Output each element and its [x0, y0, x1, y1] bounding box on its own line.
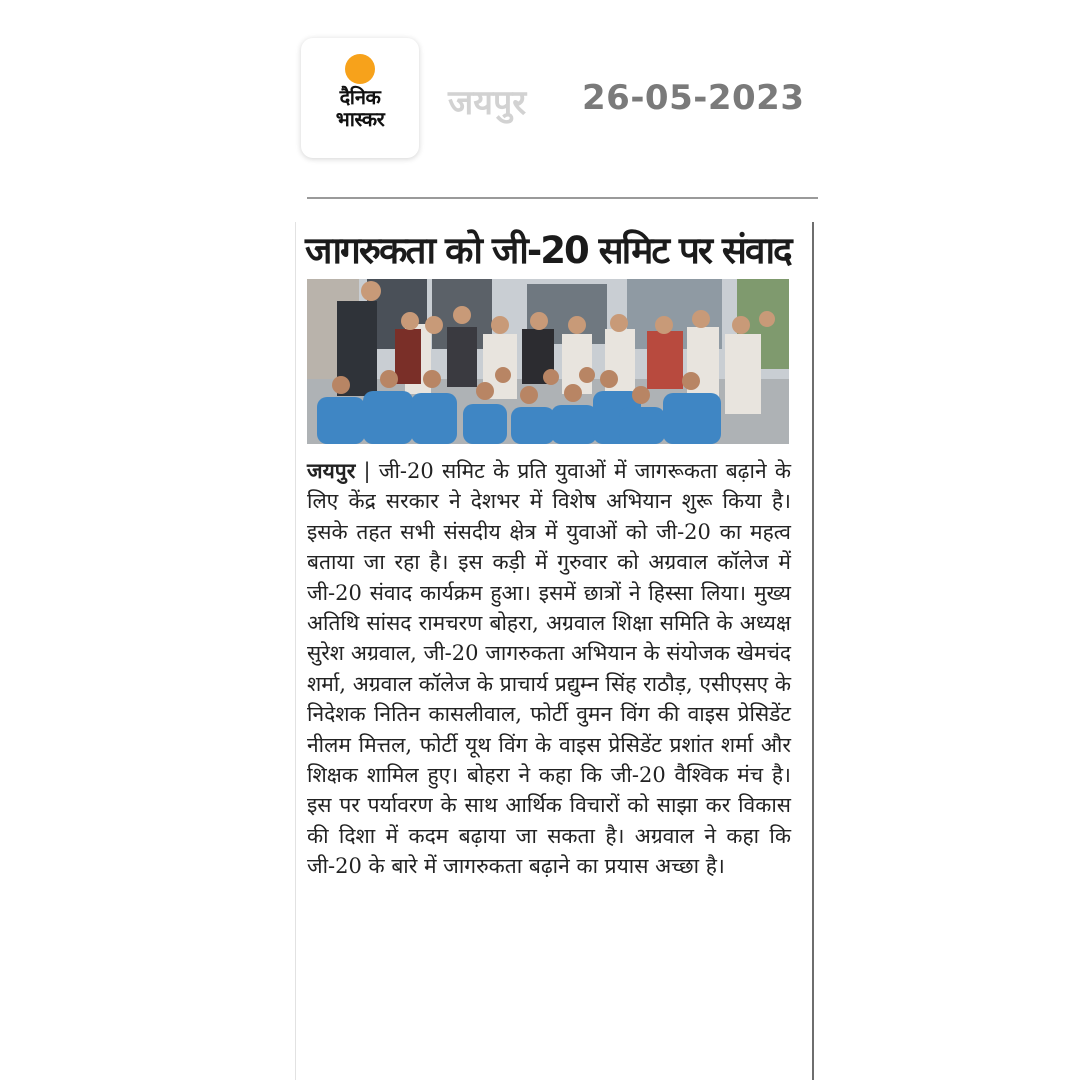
article-text: जी-20 समिट के प्रति युवाओं में जागरूकता बढ़ाने के लिए केंद्र सरकार ने देशभर में विशेष अभियान शुरू किया है। इसके तहत सभी संसदीय क्षेत्र में युवाओं को जी-20 का महत्व बताया जा रहा है। इस कड़ी में गुरुवार को अग्रवाल कॉलेज में जी-20 संवाद कार्यक्रम हुआ। इसमें छात्रों ने हिस्सा लिया। मुख्य अतिथि सांसद रामचरण बोहरा, अग्रवाल शिक्षा समिति के अध्यक्ष सुरेश अग्रवाल, जी-20 जागरुकता अभियान के संयोजक खेमचंद शर्मा, अग्रवाल कॉलेज के प्राचार्य प्रद्युम्न सिंह राठौड़, एसीएसए के निदेशक नितिन कासलीवाल, फोर्टी वुमन विंग की वाइस प्रेसिडेंट नीलम मित्तल, फोर्टी यूथ विंग के वाइस प्रेसिडेंट प्रशांत शर्मा और शिक्षक शामिल हुए। बोहरा ने कहा कि जी-20 वैश्विक मंच है। इस पर पर्यावरण के साथ आर्थिक विचारों को साझा कर विकास की दिशा में कदम बढ़ाया जा सकता है। अग्रवाल ने कहा कि जी-20 के बारे में जागरुकता बढ़ाने का प्रयास अच्छा है।: [307, 459, 791, 879]
article-headline: जागरुकता को जी-20 समिट पर संवाद: [305, 229, 791, 272]
logo-text: [336, 86, 385, 130]
logo-line-2: भास्कर: [335, 107, 385, 131]
column-rule: [812, 222, 814, 1080]
group-photo-image: [307, 279, 789, 444]
publication-date: 26-05-2023: [582, 78, 805, 118]
newspaper-logo: [301, 38, 419, 158]
article-dateline: जयपुर: [307, 459, 356, 483]
dateline-separator: |: [363, 459, 371, 483]
sun-icon: [345, 54, 375, 84]
edition-label: जयपुर: [448, 83, 527, 123]
article-body: [307, 456, 791, 882]
logo-line-1: दैनिक: [339, 85, 381, 109]
header-divider: [307, 197, 818, 199]
clipping-left-border: [295, 222, 296, 1080]
